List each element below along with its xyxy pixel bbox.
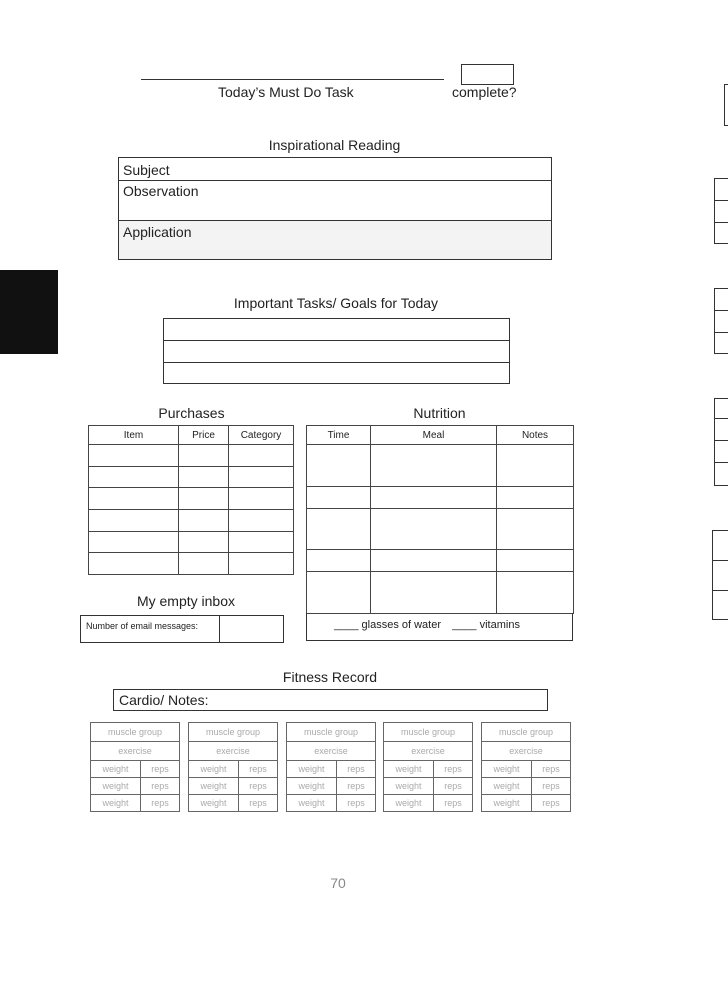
water-label[interactable]: ____ glasses of water: [334, 619, 442, 631]
must-do-line[interactable]: [141, 79, 444, 80]
column-header: Time: [307, 426, 371, 445]
reps-field[interactable]: reps: [239, 795, 278, 812]
weight-field[interactable]: weight: [384, 795, 434, 812]
reps-field[interactable]: reps: [532, 795, 571, 812]
weight-field[interactable]: weight: [384, 761, 434, 778]
column-header: Price: [179, 426, 229, 445]
reps-field[interactable]: reps: [141, 778, 180, 795]
email-count-field[interactable]: [219, 615, 284, 643]
table-row[interactable]: [89, 553, 294, 575]
weight-field[interactable]: weight: [482, 778, 532, 795]
reps-field[interactable]: reps: [532, 761, 571, 778]
column-header: Item: [89, 426, 179, 445]
tasks-title: Important Tasks/ Goals for Today: [233, 295, 439, 311]
fitness-block: [90, 722, 180, 812]
nutrition-title: Nutrition: [413, 405, 466, 421]
exercise-field[interactable]: exercise: [482, 742, 571, 761]
reading-title: Inspirational Reading: [268, 137, 401, 153]
reps-field[interactable]: reps: [239, 778, 278, 795]
fitness-title: Fitness Record: [282, 669, 378, 685]
muscle-group-field[interactable]: muscle group: [482, 723, 571, 742]
table-row[interactable]: [307, 445, 574, 487]
complete-checkbox[interactable]: [461, 64, 514, 85]
cardio-label: Cardio/ Notes:: [119, 692, 209, 708]
purchases-title: Purchases: [158, 405, 225, 421]
reading-box: [118, 157, 552, 260]
fitness-block: [383, 722, 473, 812]
column-header: Category: [229, 426, 294, 445]
fitness-block: [188, 722, 278, 812]
fitness-block: [481, 722, 571, 812]
weight-field[interactable]: weight: [482, 795, 532, 812]
column-header: Meal: [371, 426, 497, 445]
section-tab: [0, 270, 58, 354]
table-row[interactable]: [307, 509, 574, 550]
vitamins-label[interactable]: ____ vitamins: [452, 619, 520, 631]
purchases-table: [88, 425, 294, 575]
application-field[interactable]: Application: [123, 224, 192, 240]
exercise-field[interactable]: exercise: [384, 742, 473, 761]
reps-field[interactable]: reps: [434, 761, 473, 778]
reps-field[interactable]: reps: [141, 761, 180, 778]
task-row[interactable]: [164, 319, 509, 340]
reps-field[interactable]: reps: [337, 761, 376, 778]
reps-field[interactable]: reps: [532, 778, 571, 795]
weight-field[interactable]: weight: [287, 795, 337, 812]
reps-field[interactable]: reps: [337, 778, 376, 795]
muscle-group-field[interactable]: muscle group: [384, 723, 473, 742]
nutrition-table: [306, 425, 574, 614]
weight-field[interactable]: weight: [189, 778, 239, 795]
must-do-label: Today’s Must Do Task: [218, 84, 354, 100]
task-row[interactable]: [164, 341, 509, 362]
weight-field[interactable]: weight: [287, 761, 337, 778]
reps-field[interactable]: reps: [434, 795, 473, 812]
weight-field[interactable]: weight: [189, 761, 239, 778]
weight-field[interactable]: weight: [482, 761, 532, 778]
weight-field[interactable]: weight: [189, 795, 239, 812]
page-number: 70: [330, 875, 346, 891]
table-row[interactable]: [89, 532, 294, 553]
weight-field[interactable]: weight: [91, 778, 141, 795]
muscle-group-field[interactable]: muscle group: [287, 723, 376, 742]
observation-field[interactable]: Observation: [123, 183, 199, 199]
table-row[interactable]: [89, 510, 294, 532]
table-row[interactable]: [89, 445, 294, 467]
table-row[interactable]: [89, 467, 294, 488]
reps-field[interactable]: reps: [141, 795, 180, 812]
table-row[interactable]: [307, 550, 574, 572]
complete-label: complete?: [452, 84, 517, 100]
subject-field[interactable]: Subject: [123, 162, 170, 178]
email-count-label: Number of email messages:: [86, 621, 199, 631]
inbox-title: My empty inbox: [136, 593, 236, 609]
task-row[interactable]: [164, 363, 509, 383]
weight-field[interactable]: weight: [91, 761, 141, 778]
muscle-group-field[interactable]: muscle group: [91, 723, 180, 742]
muscle-group-field[interactable]: muscle group: [189, 723, 278, 742]
reps-field[interactable]: reps: [239, 761, 278, 778]
weight-field[interactable]: weight: [91, 795, 141, 812]
reps-field[interactable]: reps: [434, 778, 473, 795]
exercise-field[interactable]: exercise: [91, 742, 180, 761]
table-row[interactable]: [307, 572, 574, 614]
column-header: Notes: [497, 426, 574, 445]
table-row[interactable]: [307, 487, 574, 509]
weight-field[interactable]: weight: [287, 778, 337, 795]
exercise-field[interactable]: exercise: [287, 742, 376, 761]
table-row[interactable]: [89, 488, 294, 510]
exercise-field[interactable]: exercise: [189, 742, 278, 761]
weight-field[interactable]: weight: [384, 778, 434, 795]
fitness-block: [286, 722, 376, 812]
reps-field[interactable]: reps: [337, 795, 376, 812]
